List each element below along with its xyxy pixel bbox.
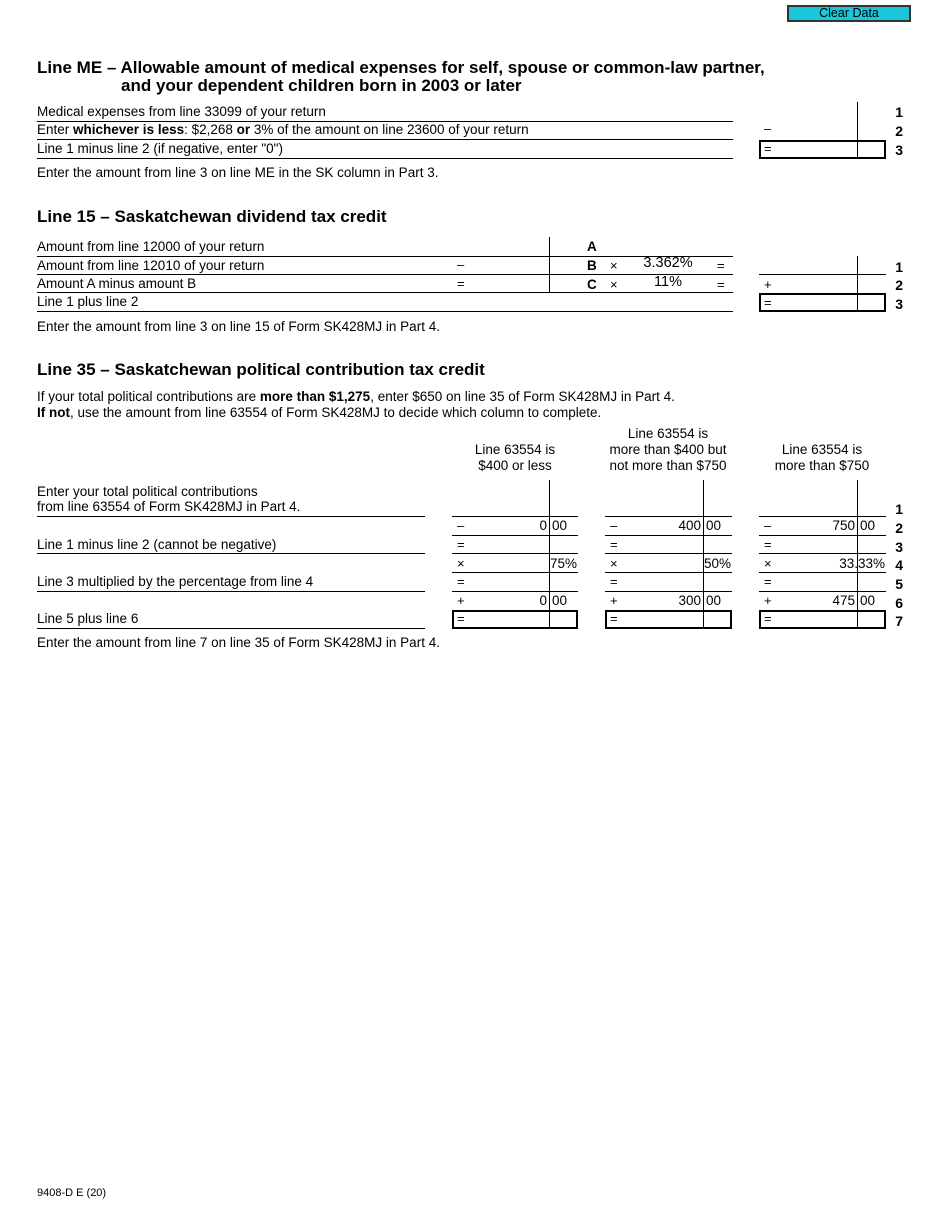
line-35-row5-label: Line 3 multiplied by the percentage from line 4 xyxy=(37,574,314,589)
cents-divider xyxy=(857,102,858,122)
line-me-row2-label: Enter whichever is less: $2,268 or 3% of the amount on line 23600 of your return xyxy=(37,122,529,137)
line-number: 6 xyxy=(895,595,903,611)
col2-line2-dollars: 400 xyxy=(678,518,701,533)
cents-divider xyxy=(857,121,858,141)
line-35-row1-label: Enter your total political contributions xyxy=(37,484,258,499)
equals-sign: = xyxy=(764,611,772,626)
col1-line1-field[interactable] xyxy=(452,516,578,517)
line-me-title: Line ME – Allowable amount of medical expenses for self, spouse or common-law partner, xyxy=(37,58,765,77)
col1-header: Line 63554 is $400 or less xyxy=(474,442,556,473)
line-15-1-field[interactable] xyxy=(759,274,886,275)
line-number: 5 xyxy=(895,576,903,592)
divider xyxy=(605,572,732,573)
line-15-A-field[interactable] xyxy=(452,256,578,257)
line-35-title: Line 35 – Saskatchewan political contribution tax credit xyxy=(37,360,485,379)
line-number: 7 xyxy=(895,613,903,629)
line-15-2-field[interactable] xyxy=(759,293,886,294)
cents-divider xyxy=(857,293,858,312)
line-15-C-field[interactable] xyxy=(452,292,578,293)
col1-line3-field[interactable] xyxy=(452,553,578,554)
equals-sign: = xyxy=(717,277,725,292)
plus-sign: + xyxy=(457,593,465,608)
line-35-intro-1: If your total political contributions are more than $1,275, enter $650 on line 35 of Form SK428MJ in Part 4. xyxy=(37,389,675,404)
col3-line1-field[interactable] xyxy=(759,516,886,517)
line-35-intro-2: If not, use the amount from line 63554 of Form SK428MJ to decide which column to complete. xyxy=(37,405,602,420)
col3-line3-field[interactable] xyxy=(759,553,886,554)
line-number: 2 xyxy=(895,123,903,139)
rate-3362: 3.362% xyxy=(643,255,693,271)
col1-line5-field[interactable] xyxy=(452,591,578,592)
times-sign: × xyxy=(610,556,618,571)
plus-sign: + xyxy=(764,277,772,292)
divider xyxy=(37,139,733,140)
letter-a: A xyxy=(587,239,597,254)
col1-line7-field[interactable] xyxy=(452,610,578,629)
minus-sign: – xyxy=(764,518,772,533)
line-15-title: Line 15 – Saskatchewan dividend tax credit xyxy=(37,207,387,226)
cents-divider xyxy=(857,140,858,159)
equals-sign: = xyxy=(457,276,465,291)
equals-sign: = xyxy=(764,295,772,310)
cents-divider xyxy=(549,237,550,293)
cents-divider xyxy=(857,610,858,629)
divider xyxy=(452,535,578,536)
times-sign: × xyxy=(610,258,618,273)
line-number: 1 xyxy=(895,104,903,120)
col3-line4-rate: 33.33% xyxy=(839,556,885,571)
clear-data-button[interactable]: Clear Data xyxy=(787,5,911,22)
col2-header: Line 63554 is more than $400 but not more than $750 xyxy=(609,426,727,473)
equals-sign: = xyxy=(717,258,725,273)
letter-b: B xyxy=(587,258,597,273)
divider xyxy=(452,572,578,573)
equals-sign: = xyxy=(764,574,772,589)
divider xyxy=(605,535,732,536)
times-sign: × xyxy=(457,556,465,571)
divider xyxy=(628,274,708,275)
col2-line7-field[interactable] xyxy=(605,610,732,629)
line-number: 1 xyxy=(895,501,903,517)
line-15-note: Enter the amount from line 3 on line 15 of Form SK428MJ in Part 4. xyxy=(37,319,440,334)
col3-line5-field[interactable] xyxy=(759,591,886,592)
equals-sign: = xyxy=(457,611,465,626)
times-sign: × xyxy=(610,277,618,292)
cents-divider xyxy=(857,256,858,294)
col1-line6-cents: 00 xyxy=(552,593,568,608)
col1-line2-cents: 00 xyxy=(552,518,568,533)
line-15-3-field[interactable] xyxy=(759,293,886,312)
line-15-row3-label: Amount A minus amount B xyxy=(37,276,197,291)
rate-11: 11% xyxy=(654,274,682,290)
line-me-note: Enter the amount from line 3 on line ME in the SK column in Part 3. xyxy=(37,165,439,180)
equals-sign: = xyxy=(457,574,465,589)
col3-line6-dollars: 475 xyxy=(832,593,855,608)
minus-sign: – xyxy=(457,518,465,533)
divider xyxy=(628,292,708,293)
line-number: 2 xyxy=(895,520,903,536)
col3-line6-cents: 00 xyxy=(860,593,876,608)
col3-header: Line 63554 is more than $750 xyxy=(774,442,870,473)
line-35-row1-label-cont: from line 63554 of Form SK428MJ in Part 4. xyxy=(37,499,301,514)
divider xyxy=(37,591,425,592)
line-15-row4-label: Line 1 plus line 2 xyxy=(37,294,139,309)
equals-sign: = xyxy=(610,574,618,589)
divider xyxy=(37,628,425,629)
cents-divider xyxy=(549,610,550,629)
equals-sign: = xyxy=(610,537,618,552)
col2-line3-field[interactable] xyxy=(605,553,732,554)
line-number: 3 xyxy=(895,296,903,312)
line-35-row3-label: Line 1 minus line 2 (cannot be negative) xyxy=(37,537,277,552)
equals-sign: = xyxy=(457,537,465,552)
line-35-row7-label: Line 5 plus line 6 xyxy=(37,611,139,626)
col1-line2-dollars: 0 xyxy=(539,518,547,533)
line-number: 2 xyxy=(895,277,903,293)
divider xyxy=(37,311,733,312)
minus-sign: – xyxy=(610,518,618,533)
line-me-title-cont: and your dependent children born in 2003 or later xyxy=(121,76,522,95)
line-me-1-field[interactable] xyxy=(759,121,886,141)
equals-sign: = xyxy=(764,537,772,552)
line-number: 4 xyxy=(895,557,903,573)
col3-line2-cents: 00 xyxy=(860,518,876,533)
line-me-row3-label: Line 1 minus line 2 (if negative, enter "0") xyxy=(37,141,283,156)
col3-line2-dollars: 750 xyxy=(832,518,855,533)
line-me-row1-label: Medical expenses from line 33099 of your return xyxy=(37,104,326,119)
divider xyxy=(759,535,886,536)
cents-divider xyxy=(703,610,704,629)
line-15-row1-label: Amount from line 12000 of your return xyxy=(37,239,265,254)
line-15-row2-label: Amount from line 12010 of your return xyxy=(37,258,265,273)
minus-sign: – xyxy=(764,121,772,136)
divider xyxy=(37,516,425,517)
equals-sign: = xyxy=(764,141,772,156)
col2-line5-field[interactable] xyxy=(605,591,732,592)
plus-sign: + xyxy=(610,593,618,608)
line-35-note: Enter the amount from line 7 on line 35 of Form SK428MJ in Part 4. xyxy=(37,635,440,650)
divider xyxy=(759,572,886,573)
divider xyxy=(37,553,425,554)
divider xyxy=(37,158,733,159)
equals-sign: = xyxy=(610,611,618,626)
line-15-B-field[interactable] xyxy=(452,274,578,275)
letter-c: C xyxy=(587,277,597,292)
plus-sign: + xyxy=(764,593,772,608)
col2-line1-field[interactable] xyxy=(605,516,732,517)
form-code: 9408-D E (20) xyxy=(37,1187,107,1199)
line-number: 3 xyxy=(895,539,903,555)
col2-line6-cents: 00 xyxy=(706,593,722,608)
col2-line4-rate: 50% xyxy=(703,556,731,571)
minus-sign: – xyxy=(457,257,465,272)
col2-line6-dollars: 300 xyxy=(678,593,701,608)
line-number: 3 xyxy=(895,142,903,158)
col2-line2-cents: 00 xyxy=(706,518,722,533)
times-sign: × xyxy=(764,556,772,571)
col3-line7-field[interactable] xyxy=(759,610,886,629)
line-me-3-field[interactable] xyxy=(759,140,886,159)
col1-line4-rate: 75% xyxy=(549,556,577,571)
col1-line6-dollars: 0 xyxy=(539,593,547,608)
line-number: 1 xyxy=(895,259,903,275)
